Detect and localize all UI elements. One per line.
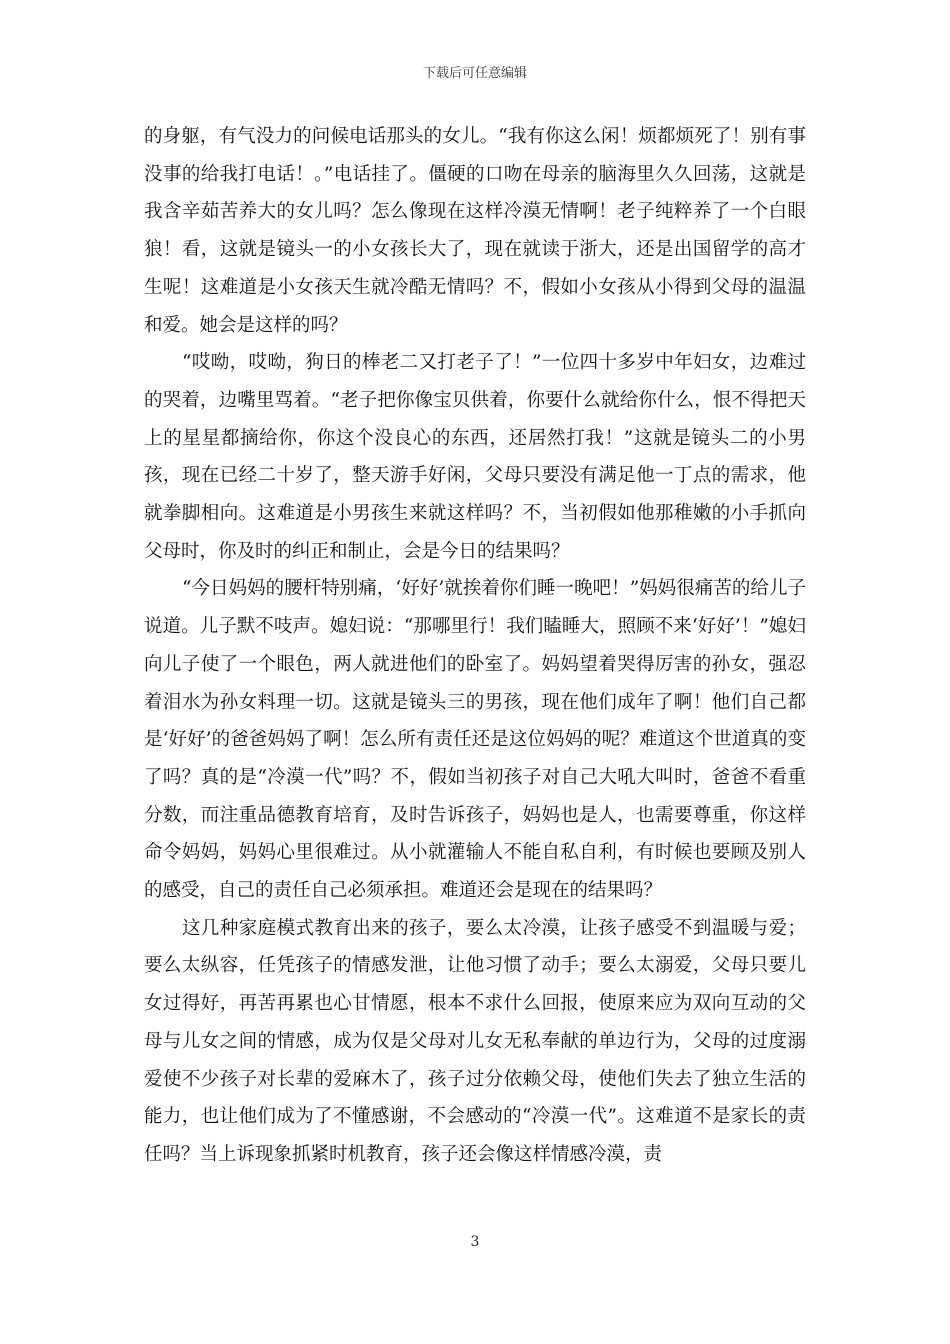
paragraph-1: 的身躯，有气没力的问候电话那头的女儿。“我有你这么闲！烦都烦死了！别有事没事的给我打电话！。”电话挂了。僵硬的口吻在母亲的脑海里久久回荡，这就是我含辛茹苦养大的女儿吗？怎么像现在这样冷漠无情啊！老子纯粹养了一个白眼狼！看，这就是镜头一的小女孩长大了，现在就读于浙大，还是出国留学的高才生呢！这难道是小女孩天生就冷酷无情吗？不，假如小女孩从小得到父母的温温和爱。她会是这样的吗？	[144, 126, 806, 336]
page-header: 下载后可任意编辑	[422, 66, 527, 81]
document-body	[144, 118, 806, 1174]
paragraph-3: “今日妈妈的腰杆特别痛，‘好好’就挨着你们睡一晚吧！”妈妈很痛苦的给儿子说道。儿子默不吱声。媳妇说：“那哪里行！我们瞌睡大，照顾不来‘好好’！”媳妇向儿子使了一个眼色，两人就进他们的卧室了。妈妈望着哭得厉害的孙女，强忍着泪水为孙女料理一切。这就是镜头三的男孩，现在他们成年了啊！他们自己都是‘好好’的爸爸妈妈了啊！怎么所有责任还是这位妈妈的呢？难道这个世道真的变了吗？真的是“冷漠一代”吗？不，假如当初孩子对自己大吼大叫时，爸爸不看重分数，而注重品德教育培育，及时告诉孩子，妈妈也是人，也需要尊重，你这样命令妈妈，妈妈心里很难过。从小就灌输人不能自私自利，有时候也要顾及别人的感受，自己的责任自己必须承担。难道还会是现在的结果吗？	[144, 578, 806, 902]
paragraph-4: 这几种家庭模式教育出来的孩子，要么太冷漠，让孩子感受不到温暖与爱；要么太纵容，任凭孩子的情感发泄，让他习惯了动手；要么太溺爱，父母只要儿女过得好，再苦再累也心甘情愿，根本不求什么回报，使原来应为双向互动的父母与儿女之间的情感，成为仅是父母对儿女无私奉献的单边行为，父母的过度溺爱使不少孩子对长辈的爱麻木了，孩子过分依赖父母，使他们失去了独立生活的能力，也让他们成为了不懂感谢，不会感动的“冷漠一代”。这难道不是家长的责任吗？当上诉现象抓紧时机教育，孩子还会像这样情感冷漠，责	[144, 917, 806, 1165]
paragraph-2: “哎呦，哎呦，狗日的棒老二又打老子了！”一位四十多岁中年妇女，边难过的哭着，边嘴里骂着。“老子把你像宝贝供着，你要什么就给你什么，恨不得把天上的星星都摘给你，你这个没良心的东西，还居然打我！”这就是镜头二的小男孩，现在已经二十岁了，整天游手好闲，父母只要没有满足他一丁点的需求，他就拳脚相向。这难道是小男孩生来就这样吗？不，当初假如他那稚嫩的小手抓向父母时，你及时的纠正和制止，会是今日的结果吗？	[144, 352, 806, 562]
page-number: 3	[470, 1234, 480, 1250]
